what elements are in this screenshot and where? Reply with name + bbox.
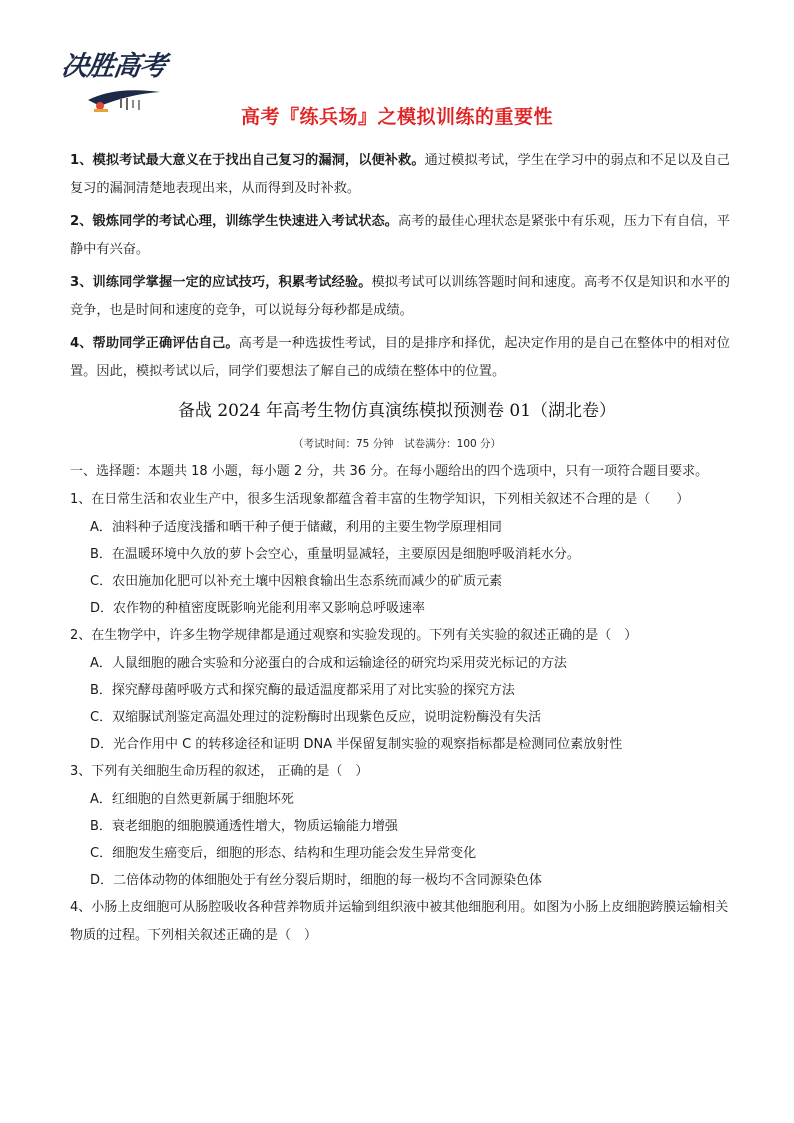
intro-paragraph	[70, 147, 730, 203]
question-option: B．在温暖环境中久放的萝卜会空心，重量明显减轻，主要原因是细胞呼吸消耗水分。	[90, 547, 580, 562]
question-option: A．油料种子适度浅播和晒干种子便于储藏，利用的主要生物学原理相同	[90, 520, 502, 535]
question-option: A．人鼠细胞的融合实验和分泌蛋白的合成和运输途径的研究均采用荧光标记的方法	[90, 656, 567, 671]
question-option: B．衰老细胞的细胞膜通透性增大，物质运输能力增强	[90, 819, 398, 834]
question-option: A．红细胞的自然更新属于细胞坏死	[90, 792, 294, 807]
question-stem: 3、下列有关细胞生命历程的叙述， 正确的是（ ）	[70, 764, 369, 779]
intro-bold: 2、锻炼同学的考试心理，训练学生快速进入考试状态。	[70, 214, 399, 229]
intro-bold: 1、模拟考试最大意义在于找出自己复习的漏洞，以便补救。	[70, 153, 425, 168]
intro-text: 高考的最佳心理状态是紧张中有乐观，压力下有自信，平静中有兴奋。	[70, 214, 730, 257]
exam-info: （考试时间：75 分钟 试卷满分：100 分）	[292, 438, 502, 450]
question-option: C．细胞发生癌变后，细胞的形态、结构和生理功能会发生异常变化	[90, 846, 477, 861]
intro-text: 模拟考试可以训练答题时间和速度。高考不仅是知识和水平的竞争，也是时间和速度的竞争，可以说每分每秒都是成绩。	[70, 275, 730, 318]
question-option: D．二倍体动物的体细胞处于有丝分裂后期时，细胞的每一极均不含同源染色体	[90, 873, 543, 888]
question-option: C．双缩脲试剂鉴定高温处理过的淀粉酶时出现紫色反应，说明淀粉酶没有失活	[90, 710, 542, 725]
question-stem: 4、小肠上皮细胞可从肠腔吸收各种营养物质并运输到组织液中被其他细胞利用。如图为小肠上皮细胞跨膜运输相关物质的过程。下列相关叙述正确的是（ ）	[70, 900, 729, 943]
question-option: D．光合作用中 C 的转移途径和证明 DNA 半保留复制实验的观察指标都是检测同位素放射性	[90, 737, 623, 752]
intro-paragraph	[70, 330, 730, 386]
question-option: D．农作物的种植密度既影响光能利用率又影响总呼吸速率	[90, 601, 426, 616]
section-intro: 一、选择题：本题共 18 小题，每小题 2 分，共 36 分。在每小题给出的四个选项中，只有一项符合题目要求。	[70, 464, 709, 479]
exam-title: 备战 2024 年高考生物仿真演练模拟预测卷 01（湖北卷）	[177, 401, 617, 421]
intro-bold: 4、帮助同学正确评估自己。	[70, 336, 239, 351]
question-option: C．农田施加化肥可以补充土壤中因粮食输出生态系统而减少的矿质元素	[90, 574, 503, 589]
question-stem: 1、在日常生活和农业生产中，很多生活现象都蕴含着丰富的生物学知识，下列相关叙述不合理的是（ ）	[70, 492, 690, 507]
intro-section	[70, 147, 730, 391]
logo-text: 决胜高考	[59, 51, 168, 82]
intro-paragraph	[70, 269, 730, 325]
intro-text: 高考是一种选拔性考试，目的是排序和择优，起决定作用的是自己在整体中的相对位置。因此，模拟考试以后，同学们要想法了解自己的成绩在整体中的位置。	[70, 336, 730, 379]
banner-title: 高考『练兵场』之模拟训练的重要性	[240, 106, 553, 128]
intro-bold: 3、训练同学掌握一定的应试技巧，积累考试经验。	[70, 275, 372, 290]
question-stem: 2、在生物学中，许多生物学规律都是通过观察和实验发现的。下列有关实验的叙述正确的是（ ）	[70, 628, 638, 643]
question-option: B．探究酵母菌呼吸方式和探究酶的最适温度都采用了对比实验的探究方法	[90, 683, 515, 698]
intro-paragraph	[70, 208, 730, 264]
intro-text: 通过模拟考试，学生在学习中的弱点和不足以及自己复习的漏洞清楚地表现出来，从而得到及时补救。	[70, 153, 730, 196]
questions-section	[70, 458, 730, 950]
